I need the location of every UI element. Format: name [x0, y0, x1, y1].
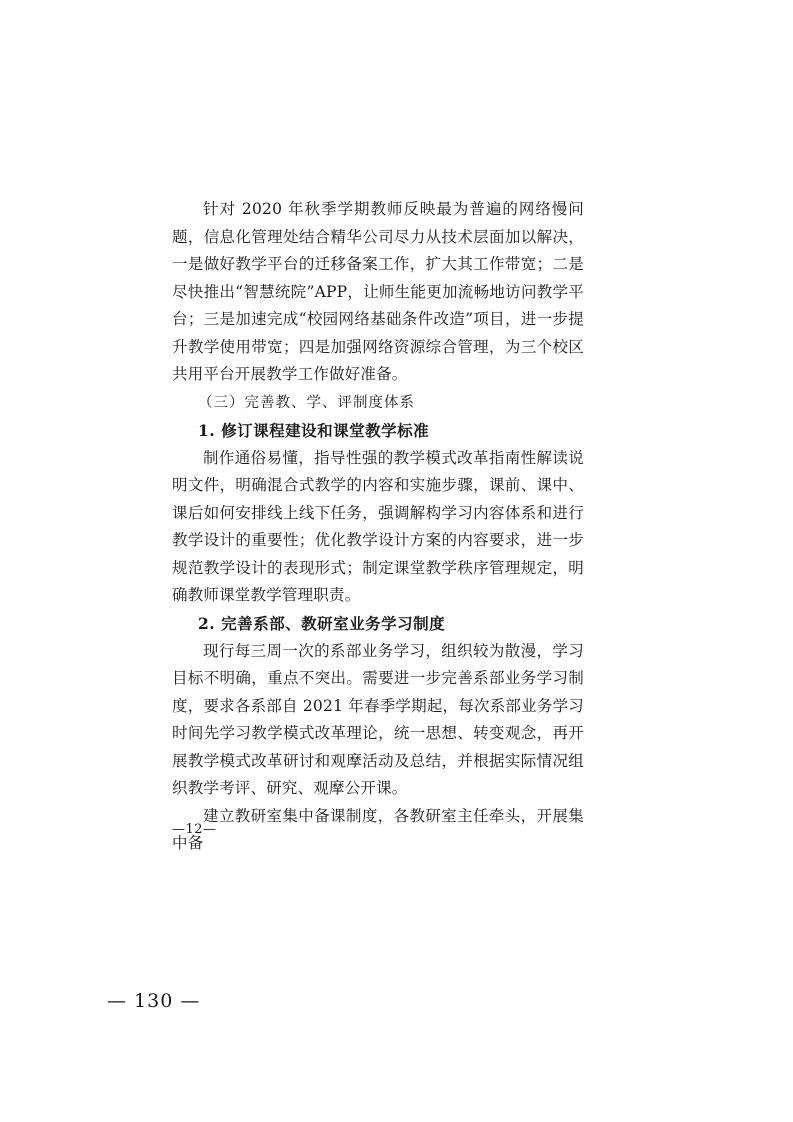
subheading: 1. 修订课程建设和课堂教学标准: [198, 420, 430, 440]
body-paragraph: 现行每三周一次的系部业务学习，组织较为散漫，学习目标不明确，重点不突出。需要进一步完善系部业务学习制度，要求各系部自 2021 年春季学期起，每次系部业务学习时间先学习教学模式改革理论，统一思想、转变观念，再开展教学模式改革研讨和观摩活动及总结，并根据实际情况组织教学考评、研究、观摩公开课。: [172, 641, 584, 797]
page-number-inner: —12—: [172, 822, 217, 837]
body-paragraph: 建立教研室集中备课制度，各教研室主任牵头，开展集中备: [172, 806, 584, 852]
subheading: 2. 完善系部、教研室业务学习制度: [198, 613, 446, 633]
body-paragraph: 针对 2020 年秋季学期教师反映最为普遍的网络慢问题，信息化管理处结合精华公司尽力从技术层面加以解决，一是做好教学平台的迁移备案工作，扩大其工作带宽；二是尽快推出“智慧统院”APP，让师生能更加流畅地访问教学平台；三是加速完成“校园网络基础条件改造”项目，进一步提升教学使用带宽；四是加强网络资源综合管理，为三个校区共用平台开展教学工作做好准备。: [172, 200, 584, 383]
page-number-outer: — 130 —: [107, 990, 201, 1012]
section-heading: （三）完善教、学、评制度体系: [198, 394, 415, 411]
body-paragraph: 制作通俗易懂，指导性强的教学模式改革指南性解读说明文件，明确混合式教学的内容和实施步骤，课前、课中、课后如何安排线上线下任务，强调解构学习内容体系和进行教学设计的重要性；优化教学设计方案的内容要求，进一步规范教学设计的表现形式；制定课堂教学秩序管理规定，明确教师课堂教学管理职责。: [172, 448, 584, 604]
document-body: [172, 196, 584, 858]
